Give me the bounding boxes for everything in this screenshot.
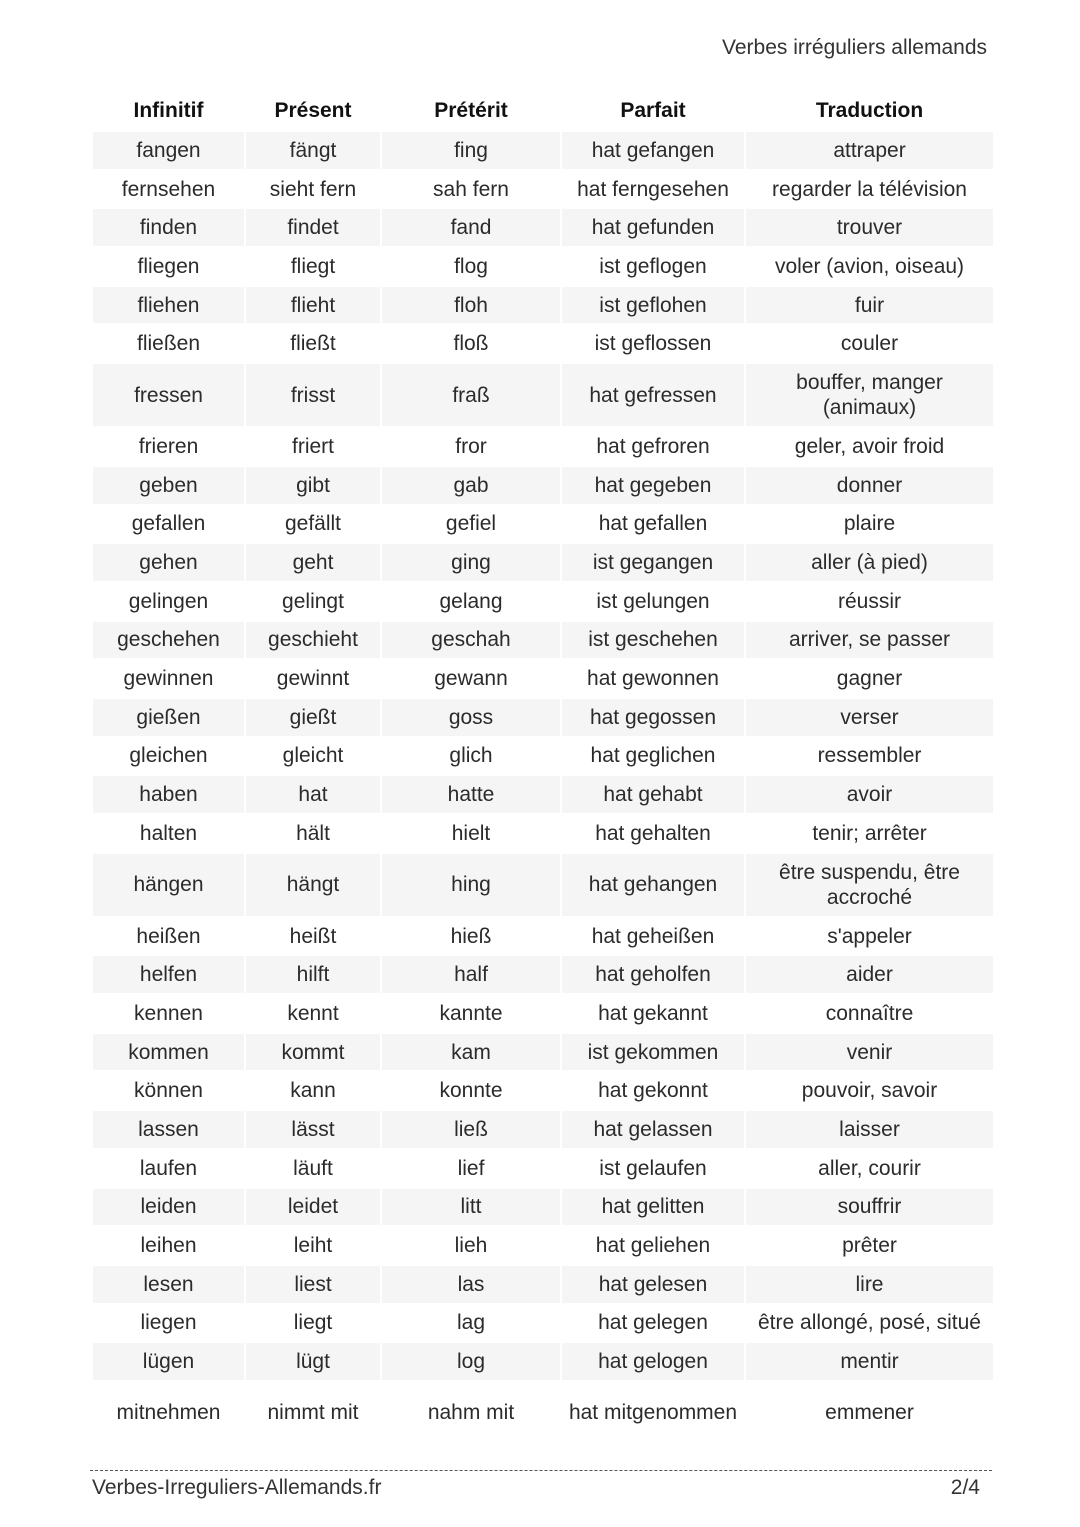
cell-traduction: tenir; arrêter	[745, 814, 993, 853]
cell-present: gewinnt	[245, 659, 381, 698]
cell-parfait: ist geflogen	[561, 247, 745, 286]
cell-traduction: emmener	[745, 1381, 993, 1444]
cell-preterit: gab	[381, 466, 561, 505]
cell-preterit: hieß	[381, 917, 561, 956]
cell-infinitif: können	[93, 1071, 245, 1110]
cell-parfait: hat mitgenommen	[561, 1381, 745, 1444]
cell-preterit: lieh	[381, 1226, 561, 1265]
column-header-present: Présent	[245, 92, 381, 131]
table-row	[93, 1071, 993, 1110]
cell-traduction: lire	[745, 1265, 993, 1304]
cell-parfait: hat gehangen	[561, 853, 745, 917]
cell-traduction: réussir	[745, 582, 993, 621]
cell-traduction: prêter	[745, 1226, 993, 1265]
cell-infinitif: hängen	[93, 853, 245, 917]
cell-traduction: avoir	[745, 775, 993, 814]
cell-parfait: hat gegeben	[561, 466, 745, 505]
cell-present: heißt	[245, 917, 381, 956]
cell-present: läuft	[245, 1149, 381, 1188]
cell-preterit: floh	[381, 286, 561, 325]
table-row	[93, 427, 993, 466]
cell-preterit: kannte	[381, 994, 561, 1033]
page-number: 2/4	[950, 1476, 980, 1499]
cell-traduction: plaire	[745, 505, 993, 544]
cell-infinitif: kommen	[93, 1033, 245, 1072]
cell-infinitif: haben	[93, 775, 245, 814]
cell-preterit: las	[381, 1265, 561, 1304]
cell-traduction: bouffer, manger (animaux)	[745, 363, 993, 427]
cell-infinitif: lassen	[93, 1110, 245, 1149]
footer-site-name: Verbes-Irreguliers-Allemands.fr	[92, 1476, 382, 1499]
table-row	[93, 955, 993, 994]
table-row	[93, 1226, 993, 1265]
table-row	[93, 814, 993, 853]
cell-infinitif: geben	[93, 466, 245, 505]
cell-infinitif: fließen	[93, 324, 245, 363]
cell-traduction: mentir	[745, 1342, 993, 1381]
cell-traduction: venir	[745, 1033, 993, 1072]
cell-traduction: arriver, se passer	[745, 621, 993, 660]
cell-present: gelingt	[245, 582, 381, 621]
cell-parfait: hat gelassen	[561, 1110, 745, 1149]
cell-parfait: hat gelesen	[561, 1265, 745, 1304]
cell-present: fließt	[245, 324, 381, 363]
cell-present: fängt	[245, 131, 381, 170]
table-row	[93, 543, 993, 582]
cell-preterit: hielt	[381, 814, 561, 853]
cell-traduction: geler, avoir froid	[745, 427, 993, 466]
cell-parfait: hat gefressen	[561, 363, 745, 427]
cell-traduction: donner	[745, 466, 993, 505]
cell-infinitif: laufen	[93, 1149, 245, 1188]
cell-present: gibt	[245, 466, 381, 505]
cell-present: hält	[245, 814, 381, 853]
table-row	[93, 170, 993, 209]
table-row	[93, 1342, 993, 1381]
table-row	[93, 582, 993, 621]
cell-traduction: aider	[745, 955, 993, 994]
cell-parfait: hat gelogen	[561, 1342, 745, 1381]
cell-present: geschieht	[245, 621, 381, 660]
cell-infinitif: lesen	[93, 1265, 245, 1304]
cell-preterit: fror	[381, 427, 561, 466]
cell-parfait: hat geholfen	[561, 955, 745, 994]
cell-preterit: geschah	[381, 621, 561, 660]
table-row	[93, 698, 993, 737]
cell-preterit: sah fern	[381, 170, 561, 209]
cell-present: liest	[245, 1265, 381, 1304]
cell-infinitif: gelingen	[93, 582, 245, 621]
cell-parfait: ist gegangen	[561, 543, 745, 582]
cell-infinitif: fliehen	[93, 286, 245, 325]
cell-infinitif: fressen	[93, 363, 245, 427]
cell-present: sieht fern	[245, 170, 381, 209]
cell-parfait: hat geliehen	[561, 1226, 745, 1265]
cell-preterit: half	[381, 955, 561, 994]
cell-present: lässt	[245, 1110, 381, 1149]
cell-parfait: ist gekommen	[561, 1033, 745, 1072]
cell-parfait: hat gefangen	[561, 131, 745, 170]
cell-preterit: gelang	[381, 582, 561, 621]
cell-present: kennt	[245, 994, 381, 1033]
cell-infinitif: gießen	[93, 698, 245, 737]
table-row	[93, 466, 993, 505]
cell-preterit: floß	[381, 324, 561, 363]
cell-infinitif: fangen	[93, 131, 245, 170]
table-body	[93, 131, 993, 1444]
cell-infinitif: leihen	[93, 1226, 245, 1265]
cell-present: gleicht	[245, 737, 381, 776]
cell-preterit: fing	[381, 131, 561, 170]
cell-traduction: pouvoir, savoir	[745, 1071, 993, 1110]
cell-parfait: hat geheißen	[561, 917, 745, 956]
cell-present: kann	[245, 1071, 381, 1110]
column-header-preterit: Prétérit	[381, 92, 561, 131]
cell-parfait: hat gelegen	[561, 1304, 745, 1343]
table-row	[93, 737, 993, 776]
cell-traduction: fuir	[745, 286, 993, 325]
cell-traduction: gagner	[745, 659, 993, 698]
column-header-parfait: Parfait	[561, 92, 745, 131]
cell-infinitif: mitnehmen	[93, 1381, 245, 1444]
cell-present: kommt	[245, 1033, 381, 1072]
cell-parfait: ist gelaufen	[561, 1149, 745, 1188]
cell-infinitif: heißen	[93, 917, 245, 956]
cell-preterit: litt	[381, 1188, 561, 1227]
cell-present: hängt	[245, 853, 381, 917]
table-row	[93, 208, 993, 247]
table-row	[93, 363, 993, 427]
cell-present: nimmt mit	[245, 1381, 381, 1444]
cell-parfait: ist geflohen	[561, 286, 745, 325]
cell-infinitif: leiden	[93, 1188, 245, 1227]
cell-present: lügt	[245, 1342, 381, 1381]
table-row	[93, 1033, 993, 1072]
cell-infinitif: lügen	[93, 1342, 245, 1381]
cell-parfait: hat gefunden	[561, 208, 745, 247]
cell-traduction: verser	[745, 698, 993, 737]
cell-traduction: trouver	[745, 208, 993, 247]
table-row	[93, 505, 993, 544]
irregular-verbs-table	[93, 92, 993, 1444]
table-row	[93, 1188, 993, 1227]
footer-divider	[90, 1470, 992, 1471]
cell-traduction: voler (avion, oiseau)	[745, 247, 993, 286]
cell-traduction: ressembler	[745, 737, 993, 776]
cell-infinitif: liegen	[93, 1304, 245, 1343]
cell-traduction: couler	[745, 324, 993, 363]
table-row	[93, 659, 993, 698]
cell-parfait: hat gelitten	[561, 1188, 745, 1227]
table-row	[93, 994, 993, 1033]
cell-parfait: hat gefroren	[561, 427, 745, 466]
cell-parfait: hat gekannt	[561, 994, 745, 1033]
cell-present: friert	[245, 427, 381, 466]
cell-preterit: nahm mit	[381, 1381, 561, 1444]
table-row	[93, 1265, 993, 1304]
cell-parfait: hat gekonnt	[561, 1071, 745, 1110]
table-row	[93, 1304, 993, 1343]
cell-infinitif: kennen	[93, 994, 245, 1033]
cell-present: leidet	[245, 1188, 381, 1227]
cell-infinitif: gewinnen	[93, 659, 245, 698]
cell-present: liegt	[245, 1304, 381, 1343]
table-row	[93, 1110, 993, 1149]
cell-parfait: hat gewonnen	[561, 659, 745, 698]
cell-infinitif: gefallen	[93, 505, 245, 544]
cell-infinitif: fliegen	[93, 247, 245, 286]
cell-traduction: attraper	[745, 131, 993, 170]
cell-present: findet	[245, 208, 381, 247]
cell-present: gefällt	[245, 505, 381, 544]
cell-traduction: aller, courir	[745, 1149, 993, 1188]
cell-traduction: laisser	[745, 1110, 993, 1149]
cell-parfait: ist geschehen	[561, 621, 745, 660]
cell-infinitif: fernsehen	[93, 170, 245, 209]
table-row	[93, 1149, 993, 1188]
table-row	[93, 621, 993, 660]
table-row	[93, 1381, 993, 1444]
column-header-infinitif: Infinitif	[93, 92, 245, 131]
cell-present: gießt	[245, 698, 381, 737]
cell-present: frisst	[245, 363, 381, 427]
cell-traduction: souffrir	[745, 1188, 993, 1227]
cell-traduction: connaître	[745, 994, 993, 1033]
table-row	[93, 247, 993, 286]
table-row	[93, 131, 993, 170]
cell-parfait: hat geglichen	[561, 737, 745, 776]
table-row	[93, 917, 993, 956]
cell-infinitif: frieren	[93, 427, 245, 466]
table-row	[93, 286, 993, 325]
cell-parfait: hat gefallen	[561, 505, 745, 544]
table-header-row	[93, 92, 993, 131]
column-header-traduction: Traduction	[745, 92, 993, 131]
cell-parfait: hat gehalten	[561, 814, 745, 853]
cell-preterit: log	[381, 1342, 561, 1381]
document-title: Verbes irréguliers allemands	[722, 36, 987, 59]
cell-parfait: hat gegossen	[561, 698, 745, 737]
cell-present: flieht	[245, 286, 381, 325]
cell-preterit: lief	[381, 1149, 561, 1188]
cell-present: hilft	[245, 955, 381, 994]
cell-preterit: hatte	[381, 775, 561, 814]
cell-present: hat	[245, 775, 381, 814]
table-row	[93, 853, 993, 917]
cell-preterit: kam	[381, 1033, 561, 1072]
cell-present: geht	[245, 543, 381, 582]
cell-preterit: glich	[381, 737, 561, 776]
cell-preterit: gewann	[381, 659, 561, 698]
cell-infinitif: helfen	[93, 955, 245, 994]
cell-parfait: ist geflossen	[561, 324, 745, 363]
cell-present: fliegt	[245, 247, 381, 286]
cell-traduction: s'appeler	[745, 917, 993, 956]
cell-preterit: ging	[381, 543, 561, 582]
table-row	[93, 775, 993, 814]
cell-parfait: hat gehabt	[561, 775, 745, 814]
cell-traduction: aller (à pied)	[745, 543, 993, 582]
cell-traduction: regarder la télévision	[745, 170, 993, 209]
cell-infinitif: geschehen	[93, 621, 245, 660]
cell-preterit: hing	[381, 853, 561, 917]
table-row	[93, 324, 993, 363]
cell-parfait: hat ferngesehen	[561, 170, 745, 209]
cell-infinitif: finden	[93, 208, 245, 247]
cell-preterit: goss	[381, 698, 561, 737]
cell-parfait: ist gelungen	[561, 582, 745, 621]
cell-preterit: gefiel	[381, 505, 561, 544]
cell-preterit: fraß	[381, 363, 561, 427]
cell-traduction: être allongé, posé, situé	[745, 1304, 993, 1343]
cell-preterit: ließ	[381, 1110, 561, 1149]
cell-infinitif: gleichen	[93, 737, 245, 776]
cell-preterit: flog	[381, 247, 561, 286]
cell-present: leiht	[245, 1226, 381, 1265]
cell-preterit: konnte	[381, 1071, 561, 1110]
cell-infinitif: gehen	[93, 543, 245, 582]
cell-traduction: être suspendu, être accroché	[745, 853, 993, 917]
cell-infinitif: halten	[93, 814, 245, 853]
cell-preterit: fand	[381, 208, 561, 247]
cell-preterit: lag	[381, 1304, 561, 1343]
